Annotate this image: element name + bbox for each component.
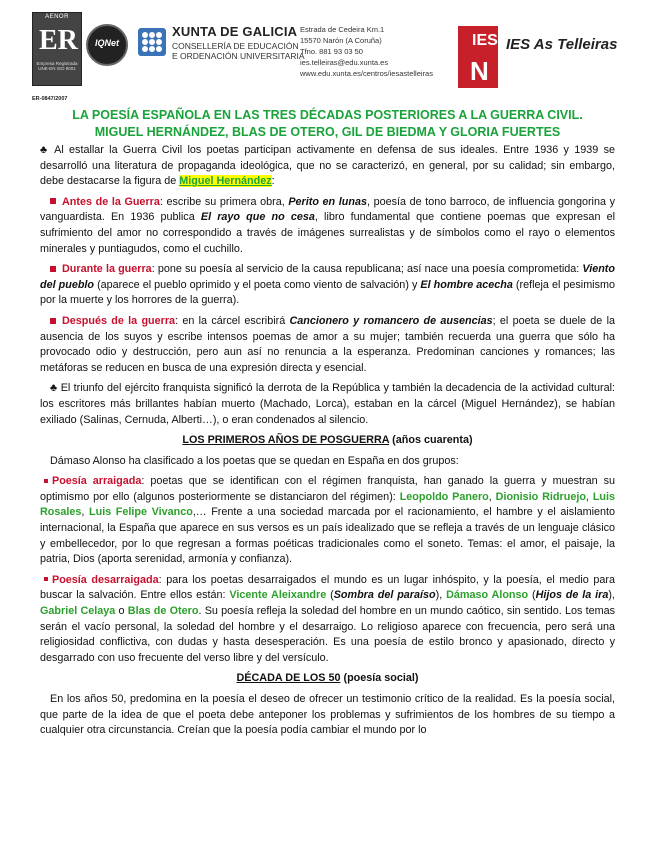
xunta-name: XUNTA DE GALICIA	[172, 24, 298, 39]
square-bullet-icon	[44, 479, 48, 483]
section-heading-decada-50: DÉCADA DE LOS 50 (poesía social)	[236, 672, 419, 685]
antes-paragraph: Antes de la Guerra: escribe su primera obra, Perito en lunas, poesía de tono barroco, de influencia gongorina y vanguardista. En 1936 publica El rayo que no cesa, libro fundamental que contiene poemas que expresan el sufrimiento del amor no correspondido a través de imágenes surrealistas y de símbolos como el rayo o elementos minerales y puntiagudos, como el cuchillo.	[40, 195, 615, 255]
decada-50-paragraph: En los años 50, predomina en la poesía el deseo de ofrecer un testimonio crítico de la realidad. Es la poesía social, que parte de la idea de que el poeta debe anteponer los problemas y sufrimientos de los hombres de su tiempo a cualquier otra circunstancia. Creían que la poesía podía cambiar el mundo por lo	[40, 693, 615, 737]
despues-paragraph: Después de la guerra: en la cárcel escribirá Cancionero y romancero de ausencias; el poeta se duele de la ausencia de los suyos y escribe intensos poemas de amor a su mujer; también recuerda una guerra que sólo ha provocado odio y destrucción, pero aun así no renuncia a la esperanza. Predominan canciones y romances; las metáforas se reducen en busca de una expresión directa y esencial.	[40, 314, 615, 374]
square-bullet-icon	[50, 318, 56, 324]
iqnet-label: IQNet	[94, 38, 119, 48]
school-address	[300, 24, 433, 79]
address-line: 15570 Narón (A Coruña)	[300, 36, 382, 45]
document-header	[0, 0, 655, 100]
ies-logo-n: N	[470, 56, 489, 86]
aenor-mark: ER	[39, 25, 78, 56]
ies-logo-text: IES	[472, 32, 498, 49]
xunta-dept-line2: E ORDENACIÓN UNIVERSITARIA	[172, 51, 305, 61]
section-heading-posguerra: LOS PRIMEROS AÑOS DE POSGUERRA (años cuarenta)	[182, 434, 473, 447]
address-line: Estrada de Cedeira Km.1	[300, 25, 385, 34]
document-title	[0, 107, 655, 141]
miguel-hernandez-highlight: Miguel Hernández	[179, 175, 272, 188]
title-line2: MIGUEL HERNÁNDEZ, BLAS DE OTERO, GIL DE BIEDMA Y GLORIA FUERTES	[94, 125, 561, 139]
aenor-label: AENOR	[45, 14, 69, 20]
square-bullet-icon	[44, 577, 48, 581]
school-name: IES As Telleiras	[506, 36, 618, 53]
ies-logo	[458, 26, 506, 90]
xunta-dept-line1: CONSELLERÍA DE EDUCACIÓN	[172, 41, 299, 51]
arraigada-paragraph: Poesía arraigada: poetas que se identifican con el régimen franquista, han ganado la guerra y muestran su optimismo por ello (algunos posteriormente se distanciaron del régimen): Leopoldo Panero, Dionisio Ridruejo, Luis Rosales, Luis Felipe Vivanco,… Frente a una sociedad marcada por el racionamiento, el hambre y el aislamiento internacional, la España que aparece en sus versos es un país idealizado que se refleja a través de un lenguaje clásico y embellecedor, por lo que regresan a formas poéticas tradicionales como el soneto. Temas: el amor, el paisaje, la patria, Dios (aporta serenidad, armonía y confianza).	[40, 475, 616, 566]
address-line: Tfno. 881 93 03 50	[300, 47, 363, 56]
square-bullet-icon	[50, 198, 56, 204]
title-line1: LA POESÍA ESPAÑOLA EN LAS TRES DÉCADAS POSTERIORES A LA GUERRA CIVIL.	[72, 108, 583, 122]
iqnet-logo	[86, 24, 128, 66]
xunta-department	[172, 41, 305, 61]
address-line: ies.telleiras@edu.xunta.es	[300, 58, 389, 67]
address-line: www.edu.xunta.es/centros/iesastelleiras	[300, 69, 433, 78]
aenor-code: ER-0847/2007	[32, 96, 68, 102]
triunfo-paragraph: ♣ El triunfo del ejército franquista significó la derrota de la República y también la decadencia de la actividad cultural: los escritores más brillantes habían muerto (Machado, Lorca), estaban en la cárcel (Miguel Hernández), se habían exiliado (Salinas, Cernuda, Alberti…), o eran condenados al silencio.	[40, 382, 615, 426]
xunta-emblem-icon	[138, 28, 166, 56]
intro-paragraph: ♣ Al estallar la Guerra Civil los poetas participan activamente en defensa de sus ideales. Entre 1936 y 1939 se desarrolló una literatura de propaganda ideológica, que no se caracterizó, en general, por su calidad; sin embargo, debe destacarse la figura de Miguel Hernández:	[40, 144, 615, 188]
desarraigada-paragraph: Poesía desarraigada: para los poetas desarraigados el mundo es un lugar inhóspito, y la poesía, el medio para buscar la salvación. Entre ellos están: Vicente Aleixandre (Sombra del paraíso), Dámaso Alonso (Hijos de la ira), Gabriel Celaya o Blas de Otero. Su poesía refleja la soledad del hombre en un mundo caótico, sin sentido. Los temas serán el vacío personal, la soledad del hombre y el desarraigo. Lo religioso aparece con frecuencia, pero será una religiosidad conflictiva, con dudas y hasta desesperación. Es una poesía de estilo bronco y apasionado, directo y desgarrado con uso frecuente del verso libre y del versículo.	[40, 573, 615, 664]
document-body	[40, 143, 615, 744]
damaso-paragraph: Dámaso Alonso ha clasificado a los poetas que se quedan en España en dos grupos:	[50, 454, 459, 467]
square-bullet-icon	[50, 266, 56, 272]
aenor-subtitle: Empresa Registrada UNE-EN ISO 9001	[36, 61, 78, 71]
durante-paragraph: Durante la guerra: pone su poesía al servicio de la causa republicana; así nace una poesía comprometida: Viento del pueblo (aparece el pueblo oprimido y el poeta como viento de salvación) y El hombre acecha (refleja el pesimismo por la muerte y los horrores de la guerra).	[40, 263, 615, 307]
aenor-logo	[32, 12, 82, 102]
